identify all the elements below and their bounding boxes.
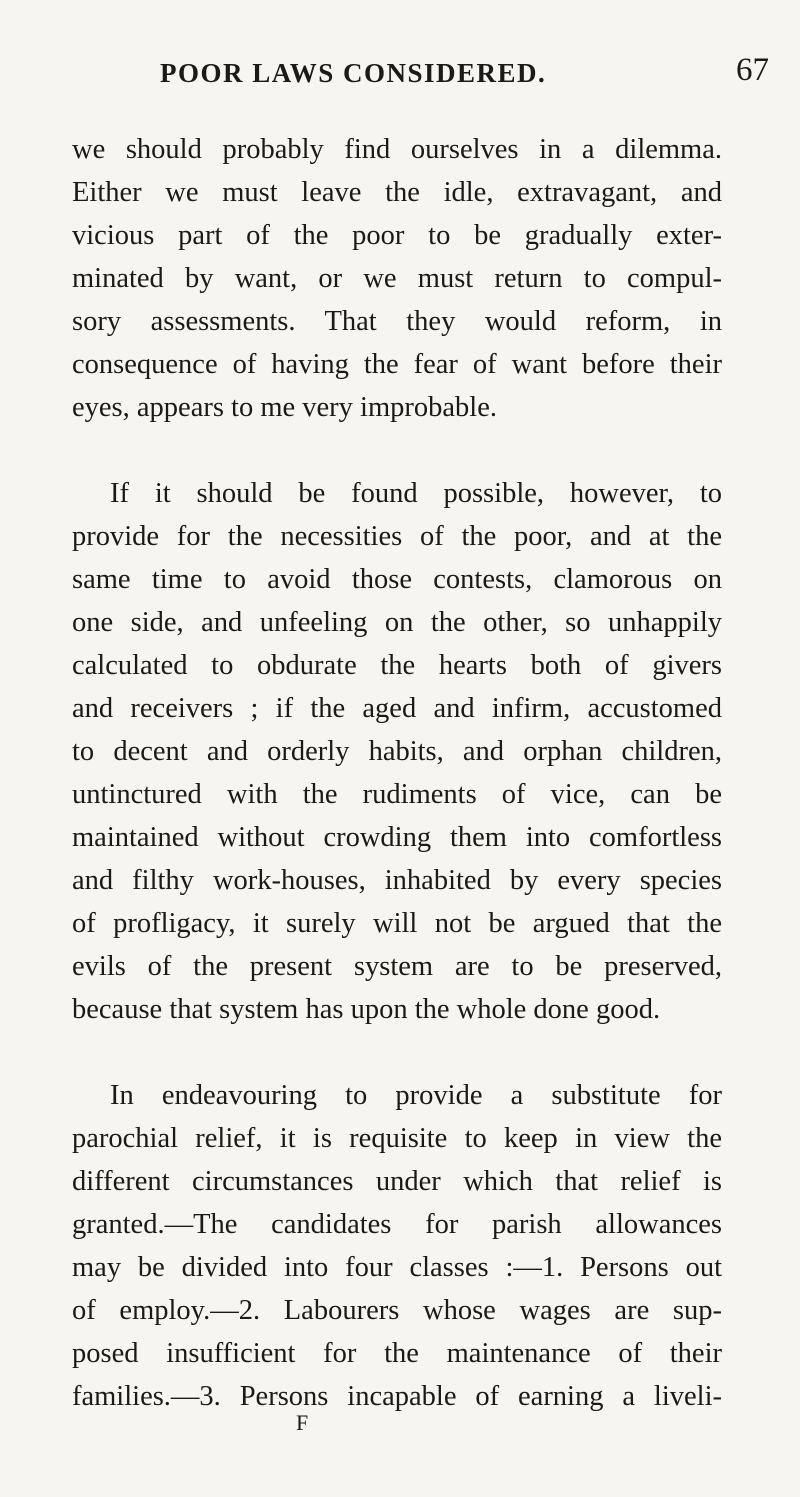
text-line: one side, and unfeeling on the other, so unhappily: [72, 607, 722, 638]
text-line: different circumstances under which that relief is: [72, 1166, 722, 1197]
text-line: and filthy work-houses, inhabited by every species: [72, 865, 722, 896]
text-line: minated by want, or we must return to compul-: [72, 263, 722, 294]
text-line: posed insufficient for the maintenance of their: [72, 1338, 722, 1369]
text-line: granted.—The candidates for parish allowances: [72, 1209, 722, 1240]
paragraph-3: [72, 1074, 722, 1418]
text-line: and receivers ; if the aged and infirm, accustomed: [72, 693, 722, 724]
text-line: provide for the necessities of the poor, and at the: [72, 521, 722, 552]
text-line: consequence of having the fear of want before their: [72, 349, 722, 380]
text-line: parochial relief, it is requisite to keep in view the: [72, 1123, 722, 1154]
text-line: to decent and orderly habits, and orphan children,: [72, 736, 722, 767]
paragraph-2: [72, 472, 722, 1031]
running-head: POOR LAWS CONSIDERED.: [160, 58, 547, 88]
text-line: maintained without crowding them into comfortless: [72, 822, 722, 853]
text-line: evils of the present system are to be preserved,: [72, 951, 722, 982]
body-text: [72, 128, 722, 1418]
page-number: 67: [736, 52, 769, 88]
text-line: In endeavouring to provide a substitute for: [110, 1080, 722, 1111]
text-line: we should probably find ourselves in a dilemma.: [72, 134, 722, 165]
text-line: may be divided into four classes :—1. Persons out: [72, 1252, 722, 1283]
text-line: same time to avoid those contests, clamorous on: [72, 564, 722, 595]
text-line: If it should be found possible, however, to: [110, 478, 722, 509]
text-line: Either we must leave the idle, extravagant, and: [72, 177, 722, 208]
paragraph-1: [72, 128, 722, 429]
text-line: of profligacy, it surely will not be argued that the: [72, 908, 722, 939]
text-line: sory assessments. That they would reform, in: [72, 306, 722, 337]
text-line: calculated to obdurate the hearts both of givers: [72, 650, 722, 681]
text-line: untinctured with the rudiments of vice, can be: [72, 779, 722, 810]
signature-mark: F: [296, 1410, 309, 1435]
text-line: vicious part of the poor to be gradually exter-: [72, 220, 722, 251]
text-line: eyes, appears to me very improbable.: [72, 392, 497, 423]
text-line: families.—3. Persons incapable of earning a liveli-: [72, 1381, 722, 1412]
text-line: of employ.—2. Labourers whose wages are sup-: [72, 1295, 722, 1326]
text-line: because that system has upon the whole done good.: [72, 994, 661, 1025]
